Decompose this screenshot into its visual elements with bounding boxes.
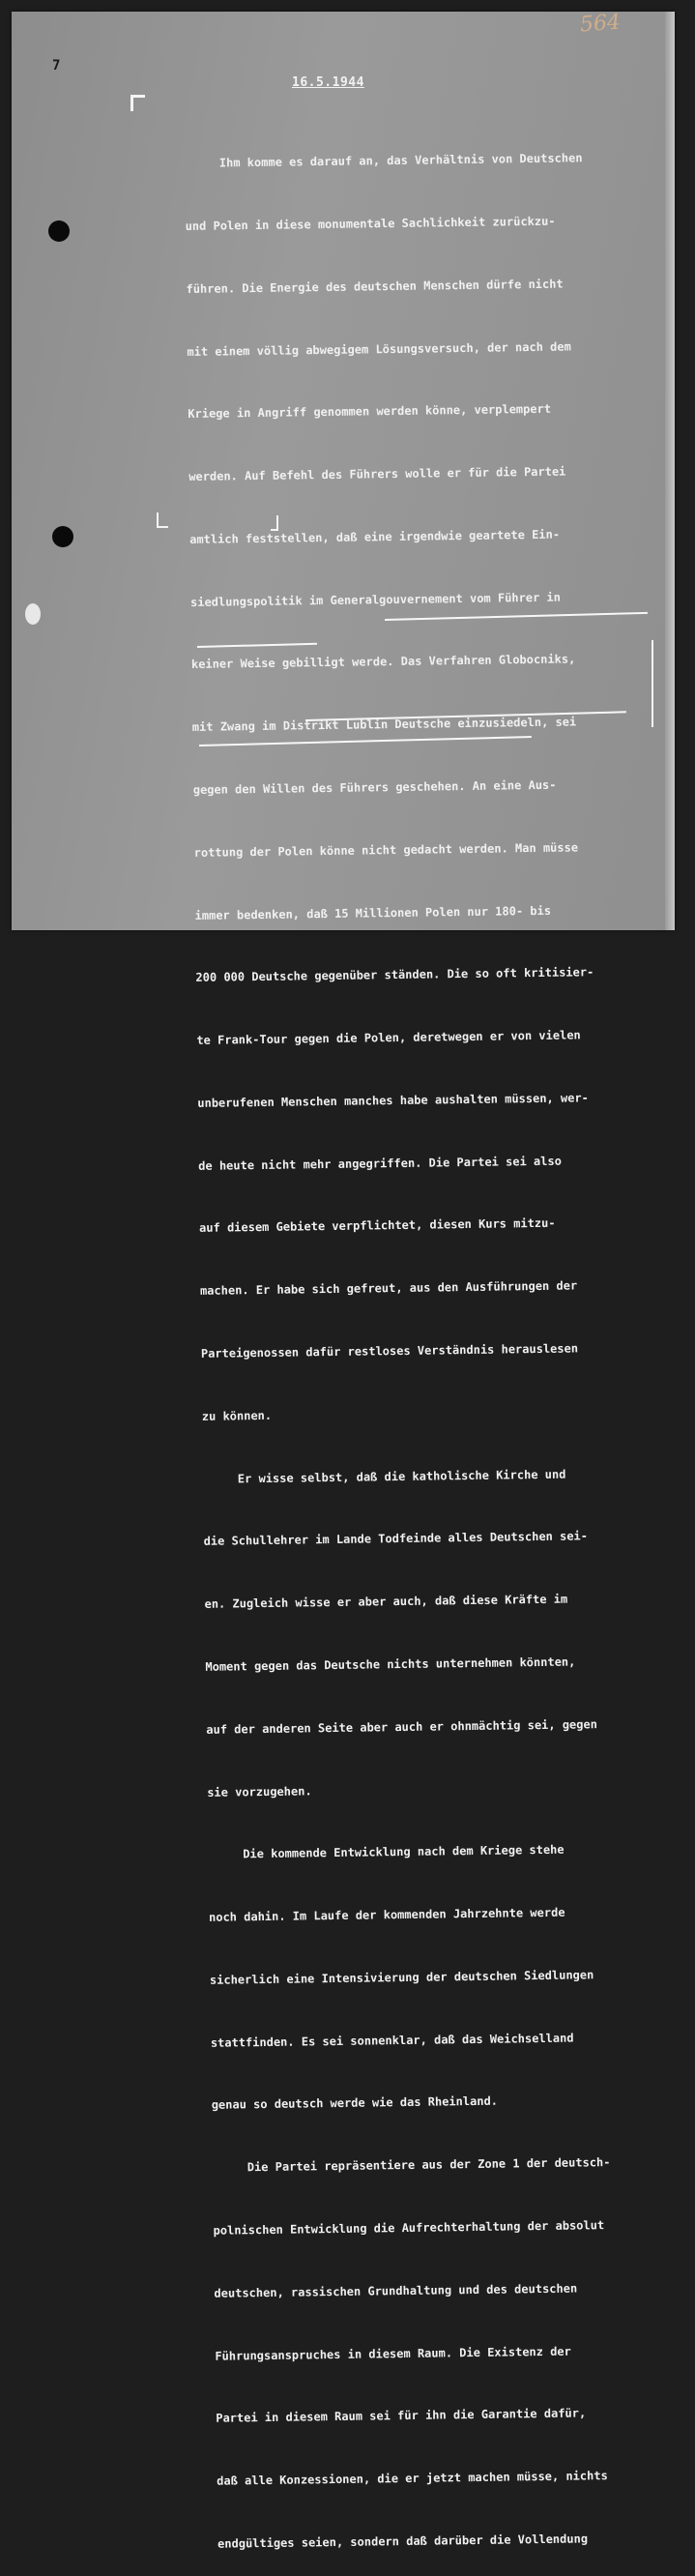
text-line: werden. Auf Befehl des Führers wolle er für die Partei xyxy=(188,464,566,484)
text-line: stattfinden. Es sei sonnenklar, daß das Weichselland xyxy=(210,2031,574,2050)
text-line: machen. Er habe sich gefreut, aus den Ausführungen der xyxy=(199,1278,578,1299)
text-line: Kriege in Angriff genommen werden könne, verplempert xyxy=(188,402,552,422)
text-line: Er wisse selbst, daß die katholische Kirche und xyxy=(202,1467,566,1486)
text-line: Partei in diesem Raum sei für ihn die Garantie dafür, xyxy=(216,2406,587,2426)
text-line: deutschen, rassischen Grundhaltung und des deutschen xyxy=(214,2281,578,2300)
text-line: Führungsanspruches in diesem Raum. Die Existenz der xyxy=(215,2344,571,2363)
text-line: unberufenen Menschen manches habe aushalten müssen, wer- xyxy=(197,1091,589,1110)
document-date: 16.5.1944 xyxy=(292,75,364,90)
text-line: siedlungspolitik im Generalgouvernement vom Führer in xyxy=(189,590,562,609)
text-line: sicherlich eine Intensivierung der deutschen Siedlungen xyxy=(209,1968,594,1987)
text-line: sie vorzugehen. xyxy=(207,1783,312,1800)
handwritten-folio-number: 564 xyxy=(579,10,622,38)
text-line: genau so deutsch werde wie das Rheinland. xyxy=(211,2094,499,2113)
text-line: amtlich feststellen, daß eine irgendwie geartete Ein- xyxy=(189,527,561,546)
text-line: rottung der Polen könne nicht gedacht werden. Man müsse xyxy=(193,840,579,860)
text-line: und Polen in diese monumentale Sachlichkeit zurückzu- xyxy=(185,214,556,233)
text-line: Moment gegen das Deutsche nichts unternehmen könnten, xyxy=(205,1654,576,1674)
text-line: en. Zugleich wisse er aber auch, daß diese Kräfte im xyxy=(204,1592,568,1612)
punch-hole-top xyxy=(48,220,70,242)
text-line: mit einem völlig abwegigem Lösungsversuch, der nach dem xyxy=(187,338,571,359)
text-line: gegen den Willen des Führers geschehen. An eine Aus- xyxy=(192,777,557,797)
text-line: te Frank-Tour gegen die Polen, deretwegen er von vielen xyxy=(196,1028,581,1048)
text-line: polnischen Entwicklung die Aufrechterhaltung der absolut xyxy=(213,2218,605,2238)
margin-bracket-close xyxy=(157,512,168,528)
page-number: 7 xyxy=(52,58,61,73)
text-line: de heute nicht mehr angegriffen. Die Partei sei also xyxy=(198,1154,562,1173)
text-line: 200 000 Deutsche gegenüber ständen. Die so oft kritisier- xyxy=(195,965,594,985)
text-line: Parteigenossen dafür restloses Verständnis herauslesen xyxy=(200,1341,579,1361)
margin-bracket-open xyxy=(130,95,145,111)
text-line: endgültiges seien, sondern daß darüber die Vollendung xyxy=(217,2532,589,2551)
text-line: mit Zwang im Distrikt Lublin Deutsche einzusiedeln, sei xyxy=(191,715,577,735)
text-line: daß alle Konzessionen, die er jetzt machen müsse, nichts xyxy=(217,2469,608,2488)
text-line: noch dahin. Im Laufe der kommenden Jahrzehnte werde xyxy=(208,1905,565,1924)
paper-tear-mark xyxy=(25,603,41,625)
text-line: führen. Die Energie des deutschen Menschen dürfe nicht xyxy=(186,277,564,296)
text-line: die Schullehrer im Lande Todfeinde alles Deutschen sei- xyxy=(203,1529,589,1549)
text-line: auf der anderen Seite aber auch er ohnmächtig sei, gegen xyxy=(206,1716,597,1737)
text-line: Die Partei repräsentiere aus der Zone 1 der deutsch- xyxy=(212,2155,611,2175)
body-text xyxy=(184,105,692,2576)
punch-hole-bottom xyxy=(52,526,73,547)
text-line: Ihm komme es darauf an, das Verhältnis von Deutschen xyxy=(184,151,583,171)
text-line: immer bedenken, daß 15 Millionen Polen nur 180- bis xyxy=(194,903,552,922)
text-line: Die kommende Entwicklung nach dem Kriege stehe xyxy=(208,1842,565,1862)
text-line: zu können. xyxy=(201,1408,273,1423)
text-line: auf diesem Gebiete verpflichtet, diesen Kurs mitzu- xyxy=(199,1216,556,1236)
text-line: keiner Weise gebilligt werde. Das Verfahren Globocniks, xyxy=(190,652,576,672)
